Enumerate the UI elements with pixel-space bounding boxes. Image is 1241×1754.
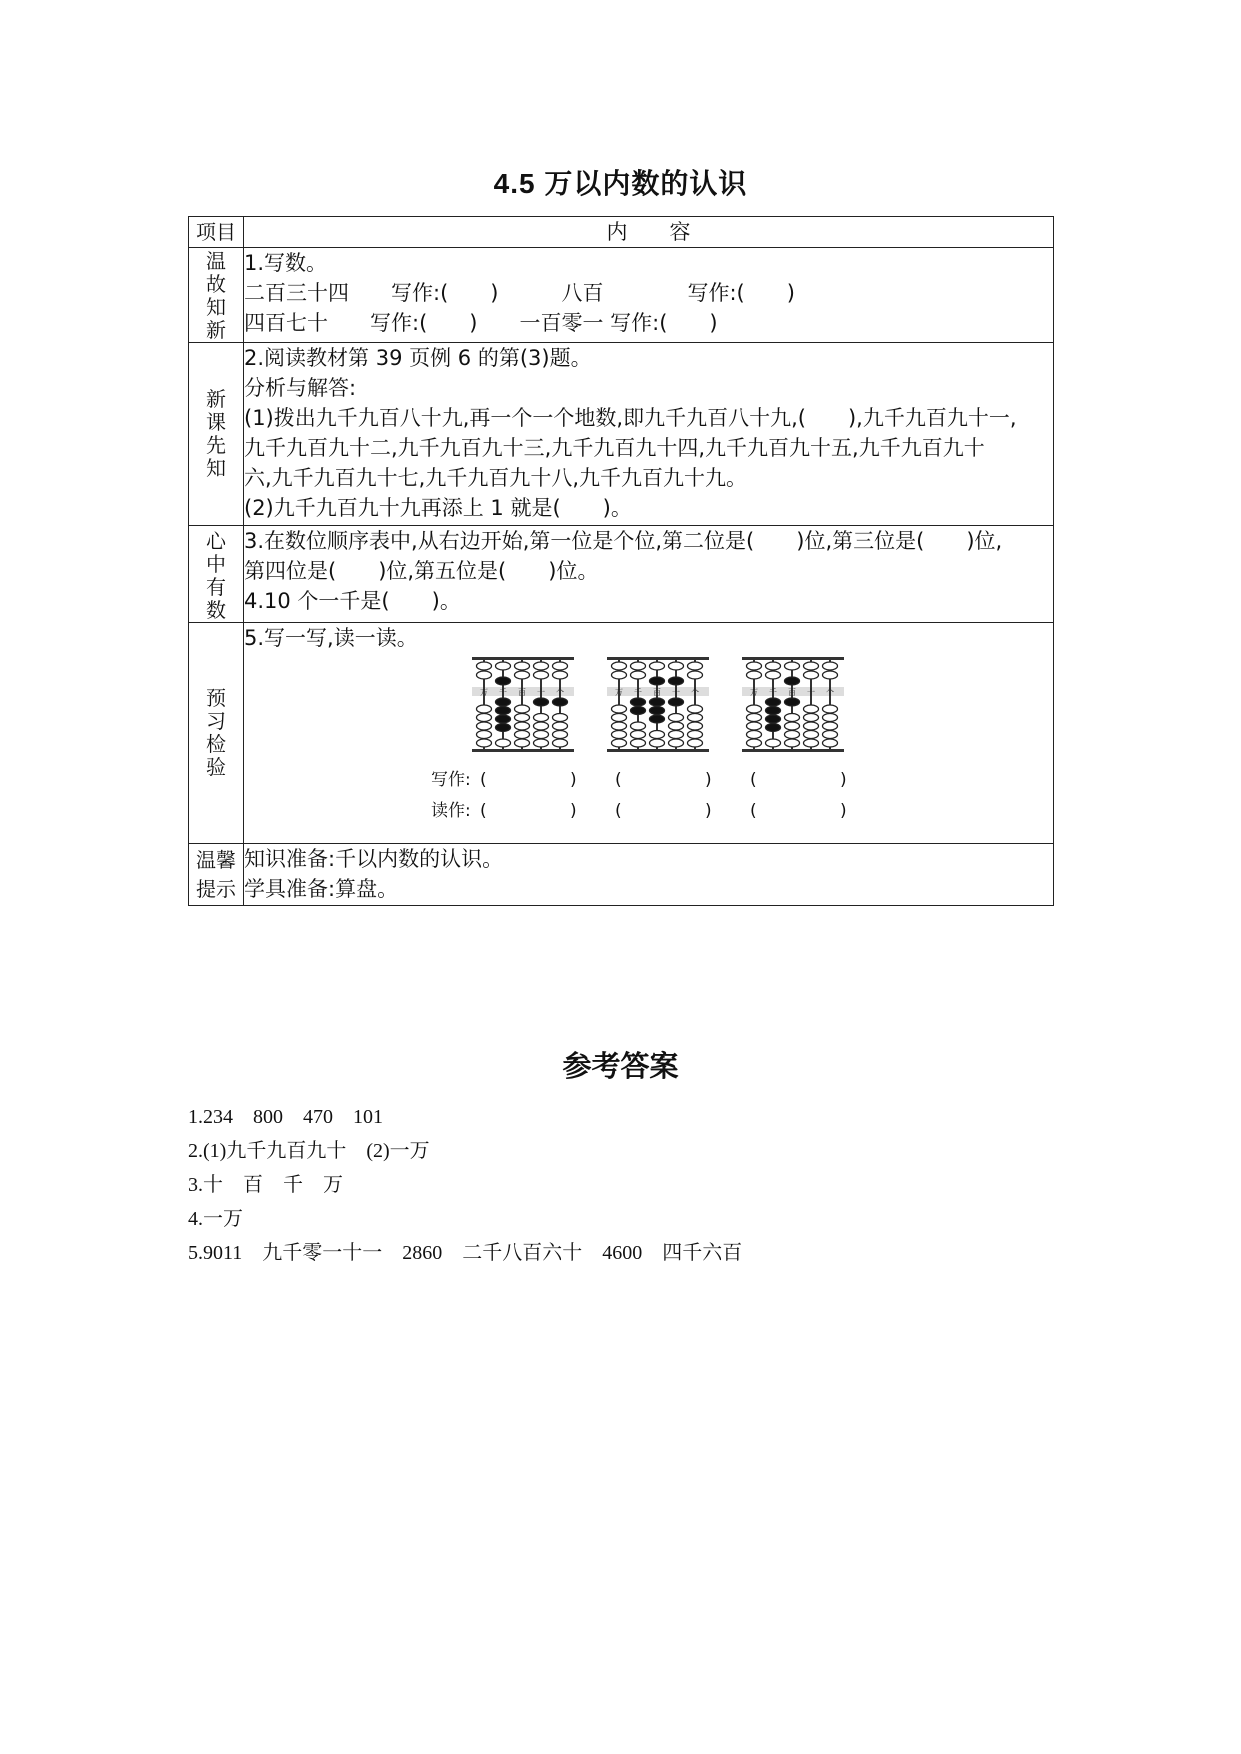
text-line: 5.写一写,读一读。: [244, 626, 418, 650]
abacus-bead: [804, 722, 819, 730]
abacus-bead: [669, 698, 684, 706]
abacus-bead: [534, 731, 549, 739]
text-line: 四百七十 写作:( ) 一百零一 写作:( ): [244, 311, 718, 335]
read-label: 读作:: [431, 801, 471, 821]
abacus-bead: [688, 671, 703, 679]
row-content-tips: [244, 844, 1054, 906]
abacus-bead: [612, 731, 627, 739]
abacus-bead: [823, 705, 838, 713]
label-text: 提示: [196, 876, 236, 901]
text-line: 1.写数。: [244, 251, 328, 275]
abacus-bead: [612, 722, 627, 730]
abacus-bead: [785, 731, 800, 739]
abacus-bottom-bar: [607, 749, 709, 752]
abacus-bead: [631, 731, 646, 739]
abacus-bead: [515, 739, 530, 747]
abacus-2: [606, 655, 710, 755]
row-content-review: [244, 248, 1054, 343]
abacus-bead: [766, 724, 781, 732]
abacus-bead: [688, 662, 703, 670]
abacus-bead: [496, 707, 511, 715]
abacus-bead: [804, 662, 819, 670]
abacus-bead: [650, 677, 665, 685]
abacus-bead: [747, 705, 762, 713]
abacus-bead: [669, 731, 684, 739]
abacus-bead: [688, 705, 703, 713]
read-blank-2-close: ): [705, 801, 712, 821]
abacus-bead: [766, 715, 781, 723]
abacus-bead: [766, 707, 781, 715]
text-line: 知识准备:千以内数的认识。: [244, 847, 504, 871]
abacus-bead: [631, 662, 646, 670]
abacus-3: [741, 655, 845, 755]
page-title: 4.5 万以内数的认识: [493, 168, 748, 199]
row-content-new-lesson: [244, 343, 1054, 526]
abacus-place-label: 十: [672, 688, 680, 697]
text-line: 3.在数位顺序表中,从右边开始,第一位是个位,第二位是( )位,第三位是( )位,: [244, 529, 1003, 553]
abacus-bead: [477, 731, 492, 739]
abacus-place-label: 千: [634, 688, 642, 697]
abacus-bead: [804, 671, 819, 679]
abacus-bead: [477, 671, 492, 679]
abacus-bead: [650, 731, 665, 739]
abacus-bead: [477, 722, 492, 730]
abacus-bead: [688, 722, 703, 730]
abacus-bead: [747, 731, 762, 739]
answer-item: 2.(1)九千九百九十 (2)一万: [188, 1140, 430, 1162]
abacus-bead: [631, 739, 646, 747]
label-char: 课: [206, 410, 226, 434]
abacus-bead: [496, 677, 511, 685]
write-blank-2: (: [615, 770, 622, 790]
text-line: (1)拨出九千九百八十九,再一个一个地数,即九千九百八十九,( ),九千九百九十一,: [244, 406, 1017, 430]
abacus-place-label: 十: [807, 688, 815, 697]
abacus-bead: [766, 671, 781, 679]
label-char: 先: [206, 433, 226, 457]
label-char: 心: [206, 529, 226, 553]
abacus-bead: [496, 724, 511, 732]
read-blank-2: (: [615, 801, 622, 821]
abacus-1: [471, 655, 575, 755]
label-char: 预: [206, 686, 226, 710]
abacus-bead: [534, 722, 549, 730]
abacus-place-label: 个: [826, 688, 834, 697]
label-char: 中: [206, 552, 226, 576]
abacus-bead: [823, 662, 838, 670]
abacus-bead: [823, 731, 838, 739]
read-blank-3: (: [750, 801, 757, 821]
label-char: 新: [206, 318, 226, 342]
abacus-bead: [804, 714, 819, 722]
abacus-place-label: 万: [480, 688, 488, 697]
abacus-place-label: 十: [537, 688, 545, 697]
header-content: [244, 217, 1054, 248]
abacus-top-bar: [607, 657, 709, 660]
abacus-top-bar: [472, 657, 574, 660]
abacus-bead: [534, 662, 549, 670]
abacus-bead: [631, 722, 646, 730]
abacus-bead: [477, 662, 492, 670]
text-line: 4.10 个一千是( )。: [244, 589, 461, 613]
abacus-bead: [496, 698, 511, 706]
write-blank-3-close: ): [840, 770, 847, 790]
abacus-bead: [515, 705, 530, 713]
abacus-bead: [766, 662, 781, 670]
abacus-bead: [534, 739, 549, 747]
abacus-bead: [534, 671, 549, 679]
abacus-bead: [747, 739, 762, 747]
write-blank-3: (: [750, 770, 757, 790]
abacus-bead: [496, 662, 511, 670]
answer-item: 3.十 百 千 万: [188, 1174, 343, 1196]
label-char: 知: [206, 295, 226, 319]
header-item: [189, 217, 244, 248]
abacus-place-label: 百: [788, 688, 796, 697]
text-line: (2)九千九百九十九再添上 1 就是( )。: [244, 496, 632, 520]
abacus-bead: [631, 671, 646, 679]
abacus-bead: [669, 722, 684, 730]
abacus-bead: [477, 714, 492, 722]
abacus-bead: [553, 714, 568, 722]
abacus-bead: [650, 698, 665, 706]
abacus-bead: [747, 671, 762, 679]
write-blank-1-close: ): [570, 770, 577, 790]
abacus-bead: [823, 722, 838, 730]
abacus-place-label: 万: [615, 688, 623, 697]
row-content-in-mind: [244, 526, 1054, 623]
abacus-bead: [766, 739, 781, 747]
abacus-bead: [823, 671, 838, 679]
header-item-text: 项目: [196, 219, 236, 244]
row-label-new-lesson: [189, 343, 244, 526]
abacus-bead: [785, 722, 800, 730]
read-blank-1: (: [480, 801, 487, 821]
text-line: 二百三十四 写作:( ) 八百 写作:( ): [244, 281, 795, 305]
abacus-bead: [785, 714, 800, 722]
abacus-bottom-bar: [742, 749, 844, 752]
row-label-preview-check: [189, 623, 244, 844]
abacus-bead: [612, 671, 627, 679]
abacus-top-bar: [742, 657, 844, 660]
abacus-bead: [534, 698, 549, 706]
abacus-bead: [477, 705, 492, 713]
row-label-tips: [189, 844, 244, 906]
abacus-bead: [650, 739, 665, 747]
label-char: 有: [206, 575, 226, 599]
abacus-bead: [747, 722, 762, 730]
abacus-bead: [553, 671, 568, 679]
abacus-bead: [669, 739, 684, 747]
label-char: 温: [206, 249, 226, 273]
abacus-bead: [766, 698, 781, 706]
abacus-bead: [515, 671, 530, 679]
answer-item: 1.234 800 470 101: [188, 1106, 383, 1128]
abacus-bead: [553, 731, 568, 739]
abacus-bead: [553, 739, 568, 747]
abacus-bottom-bar: [472, 749, 574, 752]
label-char: 故: [206, 272, 226, 296]
text-line: 六,九千九百九十七,九千九百九十八,九千九百九十九。: [244, 466, 748, 490]
abacus-bead: [496, 739, 511, 747]
abacus-bead: [515, 714, 530, 722]
abacus-bead: [496, 715, 511, 723]
text-line: 2.阅读教材第 39 页例 6 的第(3)题。: [244, 346, 592, 370]
abacus-bead: [515, 722, 530, 730]
abacus-bead: [553, 698, 568, 706]
row-label-review: [189, 248, 244, 343]
abacus-place-label: 万: [750, 688, 758, 697]
abacus-place-label: 千: [499, 688, 507, 697]
abacus-bead: [785, 677, 800, 685]
text-line: 第四位是( )位,第五位是( )位。: [244, 559, 599, 583]
abacus-bead: [785, 698, 800, 706]
label-char: 新: [206, 387, 226, 411]
label-char: 习: [206, 709, 226, 733]
write-blank-1: (: [480, 770, 487, 790]
abacus-bead: [515, 662, 530, 670]
row-label-in-mind: [189, 526, 244, 623]
abacus-place-label: 百: [518, 688, 526, 697]
label-char: 验: [206, 755, 226, 779]
abacus-bead: [804, 739, 819, 747]
abacus-bead: [477, 739, 492, 747]
abacus-place-label: 个: [556, 688, 564, 697]
abacus-bead: [553, 662, 568, 670]
read-blank-1-close: ): [570, 801, 577, 821]
abacus-bead: [688, 714, 703, 722]
label-char: 数: [206, 598, 226, 622]
abacus-bead: [688, 731, 703, 739]
label-char: 检: [206, 732, 226, 756]
abacus-bead: [612, 705, 627, 713]
write-label: 写作:: [431, 770, 471, 790]
answer-item: 5.9011 九千零一十一 2860 二千八百六十 4600 四千六百: [188, 1242, 743, 1264]
abacus-bead: [631, 698, 646, 706]
abacus-bead: [650, 662, 665, 670]
abacus-bead: [534, 714, 549, 722]
abacus-bead: [669, 662, 684, 670]
preview-table: [188, 216, 1054, 906]
row-content-preview-check: [244, 623, 1054, 844]
abacus-bead: [669, 714, 684, 722]
abacus-bead: [804, 731, 819, 739]
abacus-bead: [553, 722, 568, 730]
abacus-place-label: 百: [653, 688, 661, 697]
abacus-bead: [747, 662, 762, 670]
abacus-bead: [804, 705, 819, 713]
abacus-bead: [612, 714, 627, 722]
abacus-figure: [244, 653, 1053, 843]
abacus-bead: [612, 662, 627, 670]
abacus-bead: [631, 707, 646, 715]
abacus-bead: [747, 714, 762, 722]
abacus-bead: [785, 662, 800, 670]
label-text: 温馨: [196, 847, 236, 872]
abacus-bead: [650, 707, 665, 715]
answers-title: 参考答案: [562, 1049, 679, 1083]
abacus-place-label: 个: [691, 688, 699, 697]
abacus-bead: [669, 677, 684, 685]
text-line: 分析与解答:: [244, 376, 357, 400]
abacus-bead: [612, 739, 627, 747]
read-blank-3-close: ): [840, 801, 847, 821]
text-line: 九千九百九十二,九千九百九十三,九千九百九十四,九千九百九十五,九千九百九十: [244, 436, 985, 460]
abacus-bead: [515, 731, 530, 739]
abacus-bead: [823, 739, 838, 747]
write-blank-2-close: ): [705, 770, 712, 790]
abacus-bead: [650, 715, 665, 723]
abacus-bead: [688, 739, 703, 747]
abacus-bead: [785, 739, 800, 747]
abacus-bead: [823, 714, 838, 722]
label-char: 知: [206, 456, 226, 480]
text-line: 学具准备:算盘。: [244, 877, 399, 901]
answer-item: 4.一万: [188, 1208, 243, 1230]
abacus-place-label: 千: [769, 688, 777, 697]
header-content-text: 内 容: [606, 220, 691, 244]
